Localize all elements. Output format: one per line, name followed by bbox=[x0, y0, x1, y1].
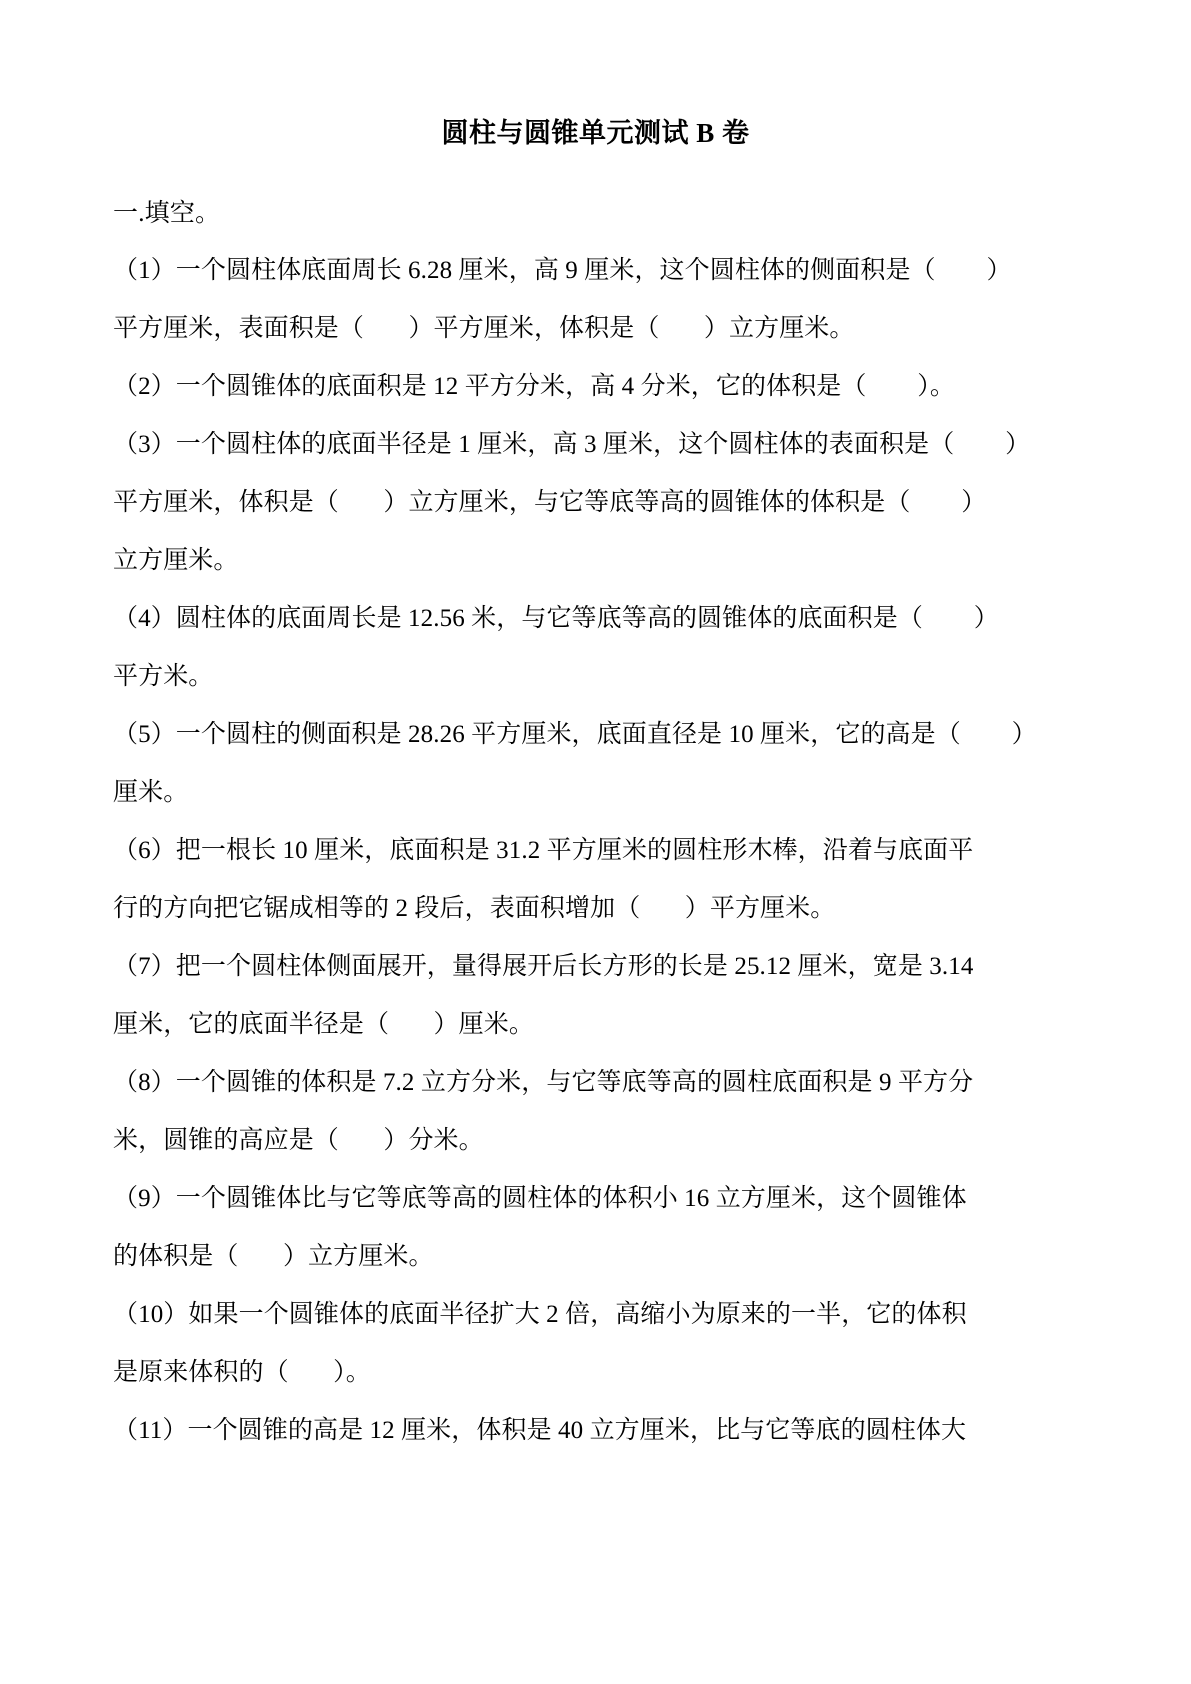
question-line: （9）一个圆锥体比与它等底等高的圆柱体的体积小 16 立方厘米，这个圆锥体 bbox=[113, 1185, 967, 1213]
question-line: （6）把一根长 10 厘米，底面积是 31.2 平方厘米的圆柱形木棒，沿着与底面平 bbox=[113, 837, 974, 865]
question-line: （8）一个圆锥的体积是 7.2 立方分米，与它等底等高的圆柱底面积是 9 平方分 bbox=[113, 1069, 974, 1097]
question-line: 米，圆锥的高应是（ ）分米。 bbox=[113, 1127, 484, 1155]
question-line: 平方米。 bbox=[113, 663, 214, 691]
section-heading-fill-in-blanks: 一.填空。 bbox=[113, 200, 221, 228]
question-line: 是原来体积的（ ）。 bbox=[113, 1359, 371, 1387]
question-line: 平方厘米，体积是（ ）立方厘米，与它等底等高的圆锥体的体积是（ ） bbox=[113, 489, 987, 517]
question-list bbox=[113, 226, 1078, 1460]
question-item bbox=[113, 1402, 1078, 1460]
question-item bbox=[113, 706, 1078, 822]
document-content bbox=[113, 0, 1078, 1460]
question-item bbox=[113, 938, 1078, 1054]
question-item bbox=[113, 822, 1078, 938]
question-line: 厘米，它的底面半径是（ ）厘米。 bbox=[113, 1011, 534, 1039]
question-line: 的体积是（ ）立方厘米。 bbox=[113, 1243, 434, 1271]
question-item bbox=[113, 416, 1078, 590]
question-line: 厘米。 bbox=[113, 779, 189, 807]
question-line: （2）一个圆锥体的底面积是 12 平方分米，高 4 分米，它的体积是（ ）。 bbox=[113, 373, 956, 401]
question-line: （7）把一个圆柱体侧面展开，量得展开后长方形的长是 25.12 厘米，宽是 3.14 bbox=[113, 953, 974, 981]
question-item bbox=[113, 1054, 1078, 1170]
question-line: 行的方向把它锯成相等的 2 段后，表面积增加（ ）平方厘米。 bbox=[113, 895, 836, 923]
question-line: （4）圆柱体的底面周长是 12.56 米，与它等底等高的圆锥体的底面积是（ ） bbox=[113, 605, 999, 633]
question-item bbox=[113, 358, 1078, 416]
question-line: （5）一个圆柱的侧面积是 28.26 平方厘米，底面直径是 10 厘米，它的高是（ ） bbox=[113, 721, 1037, 749]
question-line: 立方厘米。 bbox=[113, 547, 239, 575]
question-item bbox=[113, 1170, 1078, 1286]
question-line: （11）一个圆锥的高是 12 厘米，体积是 40 立方厘米，比与它等底的圆柱体大 bbox=[113, 1417, 967, 1445]
question-line: （10）如果一个圆锥体的底面半径扩大 2 倍，高缩小为原来的一半，它的体积 bbox=[113, 1301, 967, 1329]
question-item bbox=[113, 226, 1078, 358]
question-line: （1）一个圆柱体底面周长 6.28 厘米，高 9 厘米，这个圆柱体的侧面积是（ ） bbox=[113, 257, 1012, 285]
question-item bbox=[113, 1286, 1078, 1402]
question-line: （3）一个圆柱体的底面半径是 1 厘米，高 3 厘米，这个圆柱体的表面积是（ ） bbox=[113, 431, 1031, 459]
question-line: 平方厘米，表面积是（ ）平方厘米，体积是（ ）立方厘米。 bbox=[113, 315, 855, 343]
page-title: 圆柱与圆锥单元测试 B 卷 bbox=[441, 118, 750, 148]
question-item bbox=[113, 590, 1078, 706]
